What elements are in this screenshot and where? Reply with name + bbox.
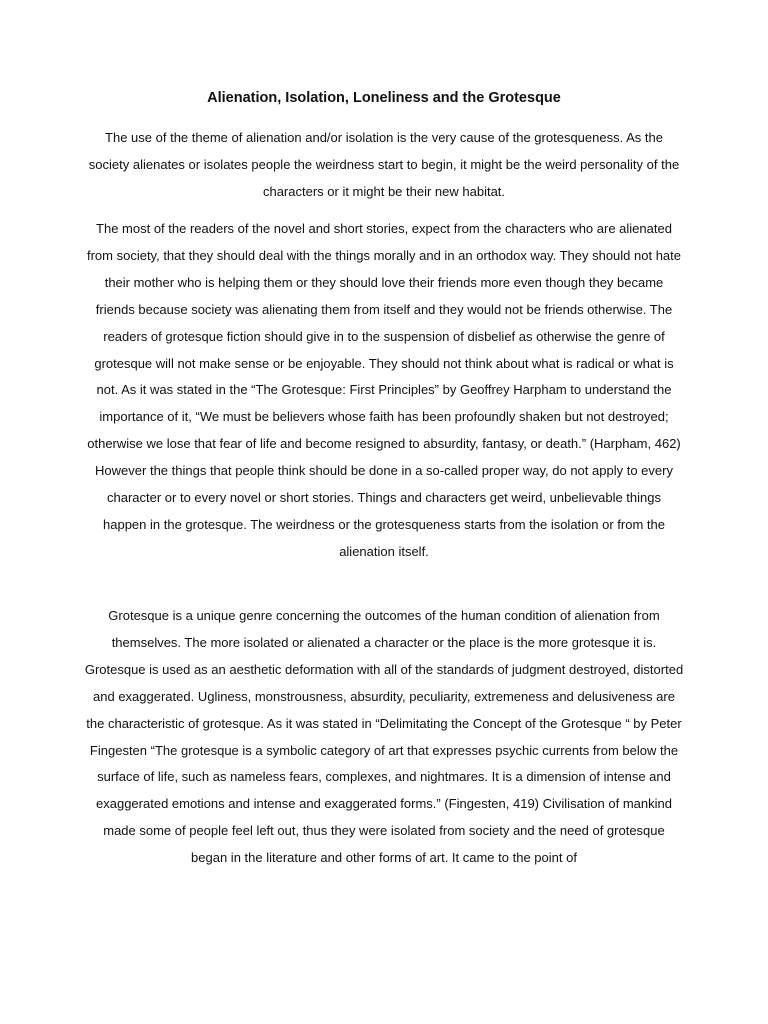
paragraph-3: Grotesque is a unique genre concerning the outcomes of the human condition of alienation from themselves. The more isolated or alienated a character or the place is the more grotesque it is. Grotesque is used as an aesthetic deformation with all of the standards of judgment destroyed, distorted and exaggerated. Ugliness, monstrousness, absurdity, peculiarity, extremeness and delusiveness are the characteristic of grotesque. As it was stated in “Delimitating the Concept of the Grotesque “ by Peter Fingesten “The grotesque is a symbolic category of art that expresses psychic currents from below the surface of life, such as nameless fears, complexes, and nightmares. It is a dimension of intense and exaggerated emotions and intense and exaggerated forms.” (Fingesten, 419) Civilisation of mankind made some of people feel left out, thus they were isolated from society and the need of grotesque began in the literature and other forms of art. It came to the point of (84, 608, 684, 866)
paragraph-1: The use of the theme of alienation and/or isolation is the very cause of the grotesqueness. As the society alienates or isolates people the weirdness start to begin, it might be the weird personality of the characters or it might be their new habitat. (88, 130, 680, 199)
paragraph-2: The most of the readers of the novel and short stories, expect from the characters who are alienated from society, that they should deal with the things morally and in an orthodox way. They should not hate their mother who is helping them or they should love their friends more even though they became friends because society was alienating them from itself and they would not be friends otherwise. The readers of grotesque fiction should give in to the suspension of disbelief as otherwise the genre of grotesque will not make sense or be enjoyable. They should not think about what is radical or what is not. As it was stated in the “The Grotesque: First Principles” by Geoffrey Harpham to understand the importance of it, “We must be believers whose faith has been profoundly shaken but not destroyed; otherwise we lose that fear of life and become resigned to absurdity, fantasy, or death.” (Harpham, 462) However the things that people think should be done in a so-called proper way, do not apply to every character or to every novel or short stories. Things and characters get weird, unbelievable things happen in the grotesque. The weirdness or the grotesqueness starts from the isolation or from the alienation itself. (86, 221, 681, 559)
document-title: Alienation, Isolation, Loneliness and the Grotesque (207, 90, 561, 106)
